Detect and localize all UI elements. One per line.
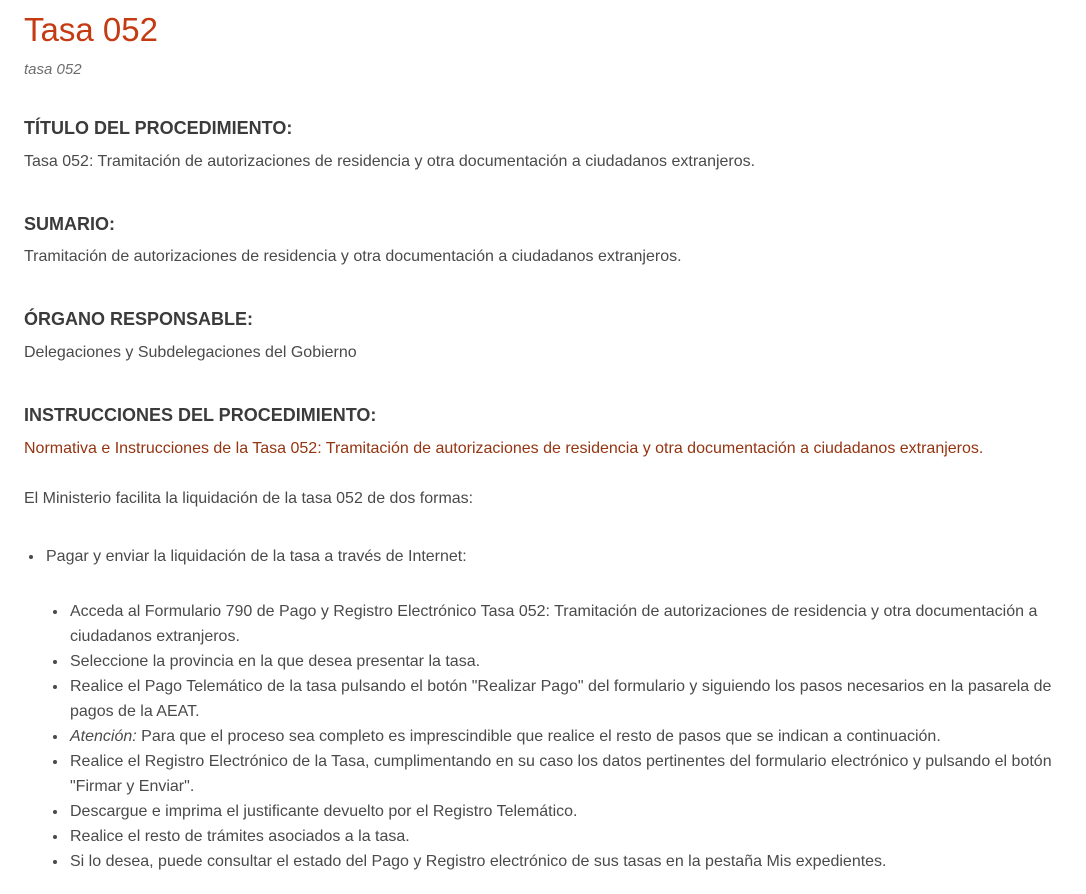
page-title: Tasa 052 — [24, 11, 158, 48]
section-heading-instrucciones: INSTRUCCIONES DEL PROCEDIMIENTO: — [24, 405, 377, 426]
section-instrucciones — [24, 405, 1062, 874]
list-item-text: Para que el proceso sea completo es imprescindible que realice el resto de pasos que se indican a continuación. — [136, 727, 941, 745]
list-item — [68, 599, 1062, 649]
list-item — [68, 849, 1062, 874]
section-body-organo: Delegaciones y Subdelegaciones del Gobierno — [24, 344, 357, 362]
section-heading-sumario: SUMARIO: — [24, 213, 115, 234]
instrucciones-sub-list — [46, 599, 1062, 874]
attention-label: Atención: — [70, 727, 137, 745]
instrucciones-list — [24, 544, 1062, 874]
list-item-text: Pagar y enviar la liquidación de la tasa a través de Internet: — [46, 547, 467, 565]
list-item — [68, 799, 1062, 824]
list-item-text: Si lo desea, puede consultar el estado del Pago y Registro electrónico de sus tasas en la pestaña Mis expedientes. — [70, 852, 887, 870]
list-item — [68, 749, 1062, 799]
list-item — [68, 649, 1062, 674]
list-item-text: Acceda al Formulario 790 de Pago y Registro Electrónico Tasa 052: Tramitación de autorizaciones de residencia y otra documentación a ciudadanos extranjeros. — [70, 602, 1038, 645]
list-item-text: Descargue e imprima el justificante devuelto por el Registro Telemático. — [70, 802, 578, 820]
section-body-titulo: Tasa 052: Tramitación de autorizaciones de residencia y otra documentación a ciudadanos extranjeros. — [24, 152, 756, 170]
section-heading-organo: ÓRGANO RESPONSABLE: — [24, 309, 254, 330]
section-sumario — [24, 214, 1062, 270]
section-body-sumario: Tramitación de autorizaciones de residencia y otra documentación a ciudadanos extranjeros. — [24, 248, 682, 266]
section-heading-titulo: TÍTULO DEL PROCEDIMIENTO: — [24, 118, 293, 139]
normativa-instrucciones-link[interactable]: Normativa e Instrucciones de la Tasa 052: Tramitación de autorizaciones de residencia y otra documentación a ciudadanos extranjeros. — [24, 439, 984, 457]
list-item — [44, 544, 1062, 874]
section-titulo — [24, 118, 1062, 174]
list-item-text: Seleccione la provincia en la que desea presentar la tasa. — [70, 652, 481, 670]
list-item-text: Realice el Pago Telemático de la tasa pulsando el botón "Realizar Pago" del formulario y siguiendo los pasos necesarios en la pasarela de pagos de la AEAT. — [70, 677, 1052, 720]
page-subtitle: tasa 052 — [24, 61, 82, 79]
list-item — [68, 724, 1062, 749]
section-organo — [24, 309, 1062, 365]
list-item — [68, 674, 1062, 724]
list-item-text: Realice el resto de trámites asociados a la tasa. — [70, 827, 410, 845]
instrucciones-intro: El Ministerio facilita la liquidación de la tasa 052 de dos formas: — [24, 489, 474, 507]
list-item-text: Realice el Registro Electrónico de la Tasa, cumplimentando en su caso los datos pertinentes del formulario electrónico y pulsando el botón "Firmar y Enviar". — [70, 752, 1052, 795]
list-item — [68, 824, 1062, 849]
